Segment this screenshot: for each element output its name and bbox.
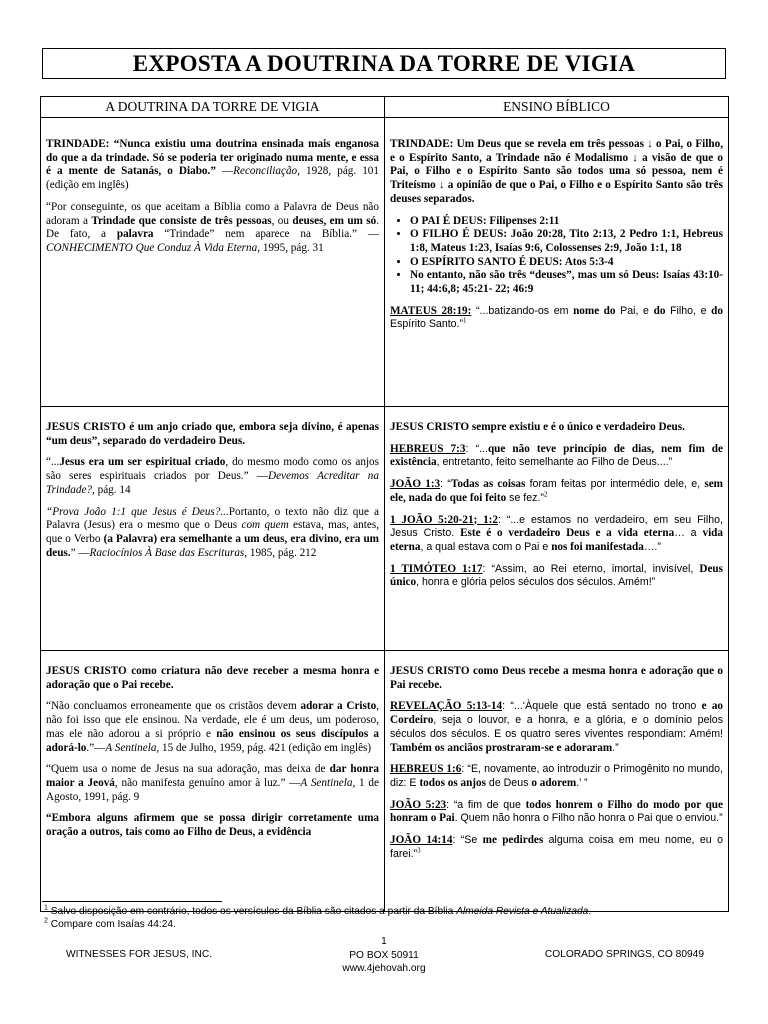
page-title xyxy=(42,48,726,79)
1-timothy-1-17-verse: 1 TIMÓTEO 1:17: “Assim, ao Rei eterno, imortal, invisível, Deus único, honra e glória pelos séculos dos séculos. Amém!” xyxy=(390,562,723,589)
footnote-ref: 2 xyxy=(543,490,548,499)
trinity-quote-2: “Por conseguinte, os que aceitam a Bíblia como a Palavra de Deus não adoram a Trindade que consiste de três pessoas, ou deuses, em um só. De fato, a palavra “Trindade” nem aparece na Bíblia.” —CONHECIMENTO Que Conduz À Vida Eterna, 1995, pág. 31 xyxy=(46,200,379,254)
worship-claim: JESUS CRISTO como criatura não deve receber a mesma honra e adoração que o Pai recebe. xyxy=(46,665,379,691)
trinity-doctrine-cell xyxy=(41,118,385,407)
trinity-points xyxy=(390,215,723,297)
page-title-text: EXPOSTA A DOUTRINA DA TORRE DE VIGIA xyxy=(132,50,636,76)
footnotes xyxy=(44,905,591,931)
john-1-1-quote: “Prova João 1:1 que Jesus é Deus?...Portanto, o texto não diz que a Palavra (Jesus) era o mesmo que o Deus com quem estava, mas, antes, que o Verbo (a Palavra) era semelhante a um deus, era divino, era um deus.” —Raciocínios À Base das Escrituras, 1985, pág. 212 xyxy=(46,505,379,559)
list-item: • O ESPÍRITO SANTO É DEUS: Atos 5:3-4 xyxy=(410,256,723,270)
jesus-eternal-bible-cell xyxy=(385,407,729,651)
header-doctrine: A DOUTRINA DA TORRE DE VIGIA xyxy=(41,97,385,118)
matthew-verse: MATEUS 28:19: “...batizando-os em nome do Pai, e do Filho, e do Espírito Santo.”$^1$ xyxy=(390,304,723,331)
footnote-ref: 1 xyxy=(463,316,467,325)
footnote-ref: 3 xyxy=(417,846,421,854)
worship-quote-1959: “Não concluamos erroneamente que os cristãos devem adorar a Cristo, não foi isso que ele ensinou. Na verdade, ele é um deus, um poderoso, mas ele não adorou a si próprio e não ensinou os seus discípulos a adorá-lo.”—A Sentinela, 15 de Julho, 1959, pág. 421 (edição em inglês) xyxy=(46,700,379,754)
footnote-2: $^2$ Compare com Isaías 44:24. xyxy=(44,917,176,930)
footer-city: COLORADO SPRINGS, CO 80949 xyxy=(544,949,704,960)
header-bible-teaching: ENSINO BÍBLICO xyxy=(385,97,729,118)
trinity-definition: TRINDADE: Um Deus que se revela em três pessoas ↓ o Pai, o Filho, e o Espírito Santo, a Trindade não é Modalismo ↓ a visão de que o Pai, o Filho e o Espírito Santo são todos uma só pessoa, nem é Triteísmo ↓ a opinião de que o Pai, o Filho e o Espírito Santo são três deuses separados. xyxy=(390,138,723,205)
footer-organization: WITNESSES FOR JESUS, INC. xyxy=(66,949,213,960)
jesus-creature-doctrine-cell xyxy=(41,407,385,651)
john-1-3-verse: JOÃO 1:3: “Todas as coisas foram feitas por intermédio dele, e, sem ele, nada do que foi feito se fez.”$^2$ xyxy=(390,478,723,504)
1-john-5-20-verse: 1 JOÃO 5:20-21; 1:2: “...e estamos no verdadeiro, em seu Filho, Jesus Cristo. Este é o verdadeiro Deus e a vida eterna… a vida eterna, a qual estava com o Pai e nos foi manifestada….” xyxy=(390,513,723,553)
hebrews-1-6-verse: HEBREUS 1:6: “E, novamente, ao introduzir o Primogênito no mundo, diz: E todos os anjos de Deus o adorem.’ ” xyxy=(390,763,723,789)
table-row xyxy=(41,651,729,912)
footnote-1: $^1$ Salvo disposição em contrário, todos os versículos da Bíblia são citados a partir da Bíblia Almeida Revista e Atualizada. xyxy=(44,904,592,917)
worship-bible-claim: JESUS CRISTO como Deus recebe a mesma honra e adoração que o Pai recebe. xyxy=(390,665,723,691)
worship-doctrine-cell xyxy=(41,651,385,912)
comparison-table xyxy=(40,96,729,912)
revelation-5-13-verse: REVELAÇÃO 5:13-14: “...‘Àquele que está sentado no trono e ao Cordeiro, seja o louvor, e a honra, e a glória, e o domínio pelos séculos dos séculos. E os quatro seres viventes respondiam: Amém! Também os anciãos prostraram-se e adoraram.” xyxy=(390,700,723,754)
john-5-23-verse: JOÃO 5:23: “a fim de que todos honrem o Filho do modo por que honram o Pai. Quem não honra o Filho não honra o Pai que o enviou.” xyxy=(390,798,723,825)
footer-website-link[interactable]: www.4jehovah.org xyxy=(342,963,426,974)
jesus-angel-claim: JESUS CRISTO é um anjo criado que, embora seja divino, é apenas “um deus”, separado do verdadeiro Deus. xyxy=(46,421,379,447)
trinity-quote: TRINDADE: “Nunca existiu uma doutrina ensinada mais enganosa do que a da trindade. Só se poderia ter originado numa mente, e essa é a mente de Satanás, o Diabo.” —Reconciliação, 1928, pág. 101 (edição em inglês) xyxy=(46,138,379,192)
trinity-bible-cell xyxy=(385,118,729,407)
table-row xyxy=(41,118,729,407)
page-number: 1 xyxy=(381,936,387,947)
list-item: • O PAI É DEUS: Filipenses 2:11 xyxy=(410,215,723,229)
hebrews-7-3-verse: HEBREUS 7:3: “...que não teve princípio de dias, nem fim de existência, entretanto, feito semelhante ao Filho de Deus....” xyxy=(390,442,723,469)
footnote-divider xyxy=(42,901,222,902)
jesus-created-quote: “...Jesus era um ser espiritual criado, do mesmo modo como os anjos são seres espirituais criados por Deus.” —Devemos Acreditar na Trindade?, pág. 14 xyxy=(46,456,379,496)
worship-quote-1991: “Quem usa o nome de Jesus na sua adoração, mas deixa de dar honra maior a Jeová, não manifesta genuíno amor à luz.” —A Sentinela, 1 de Agosto, 1991, pág. 9 xyxy=(46,763,379,803)
john-14-14-verse: JOÃO 14:14: “Se me pedirdes alguma coisa em meu nome, eu o farei.”$^3$ xyxy=(390,834,723,860)
jesus-eternal-claim: JESUS CRISTO sempre existiu e é o único e verdadeiro Deus. xyxy=(390,421,685,433)
list-item: • No entanto, não são três “deuses”, mas um só Deus: Isaías 43:10-11; 44:6,8; 45:21- 22; 46:9 xyxy=(410,269,723,296)
prayer-quote: “Embora alguns afirmem que se possa dirigir corretamente uma oração a outros, tais como ao Filho de Deus, a evidência xyxy=(46,812,379,839)
list-item: • O FILHO É DEUS: João 20:28, Tito 2:13, 2 Pedro 1:1, Hebreus 1:8, Mateus 1:23, Isaías 9:6, Colossenses 2:9, João 1:1, 18 xyxy=(410,228,723,255)
table-row xyxy=(41,407,729,651)
worship-bible-cell xyxy=(385,651,729,912)
footer-pobox: PO BOX 50911 xyxy=(349,950,419,961)
